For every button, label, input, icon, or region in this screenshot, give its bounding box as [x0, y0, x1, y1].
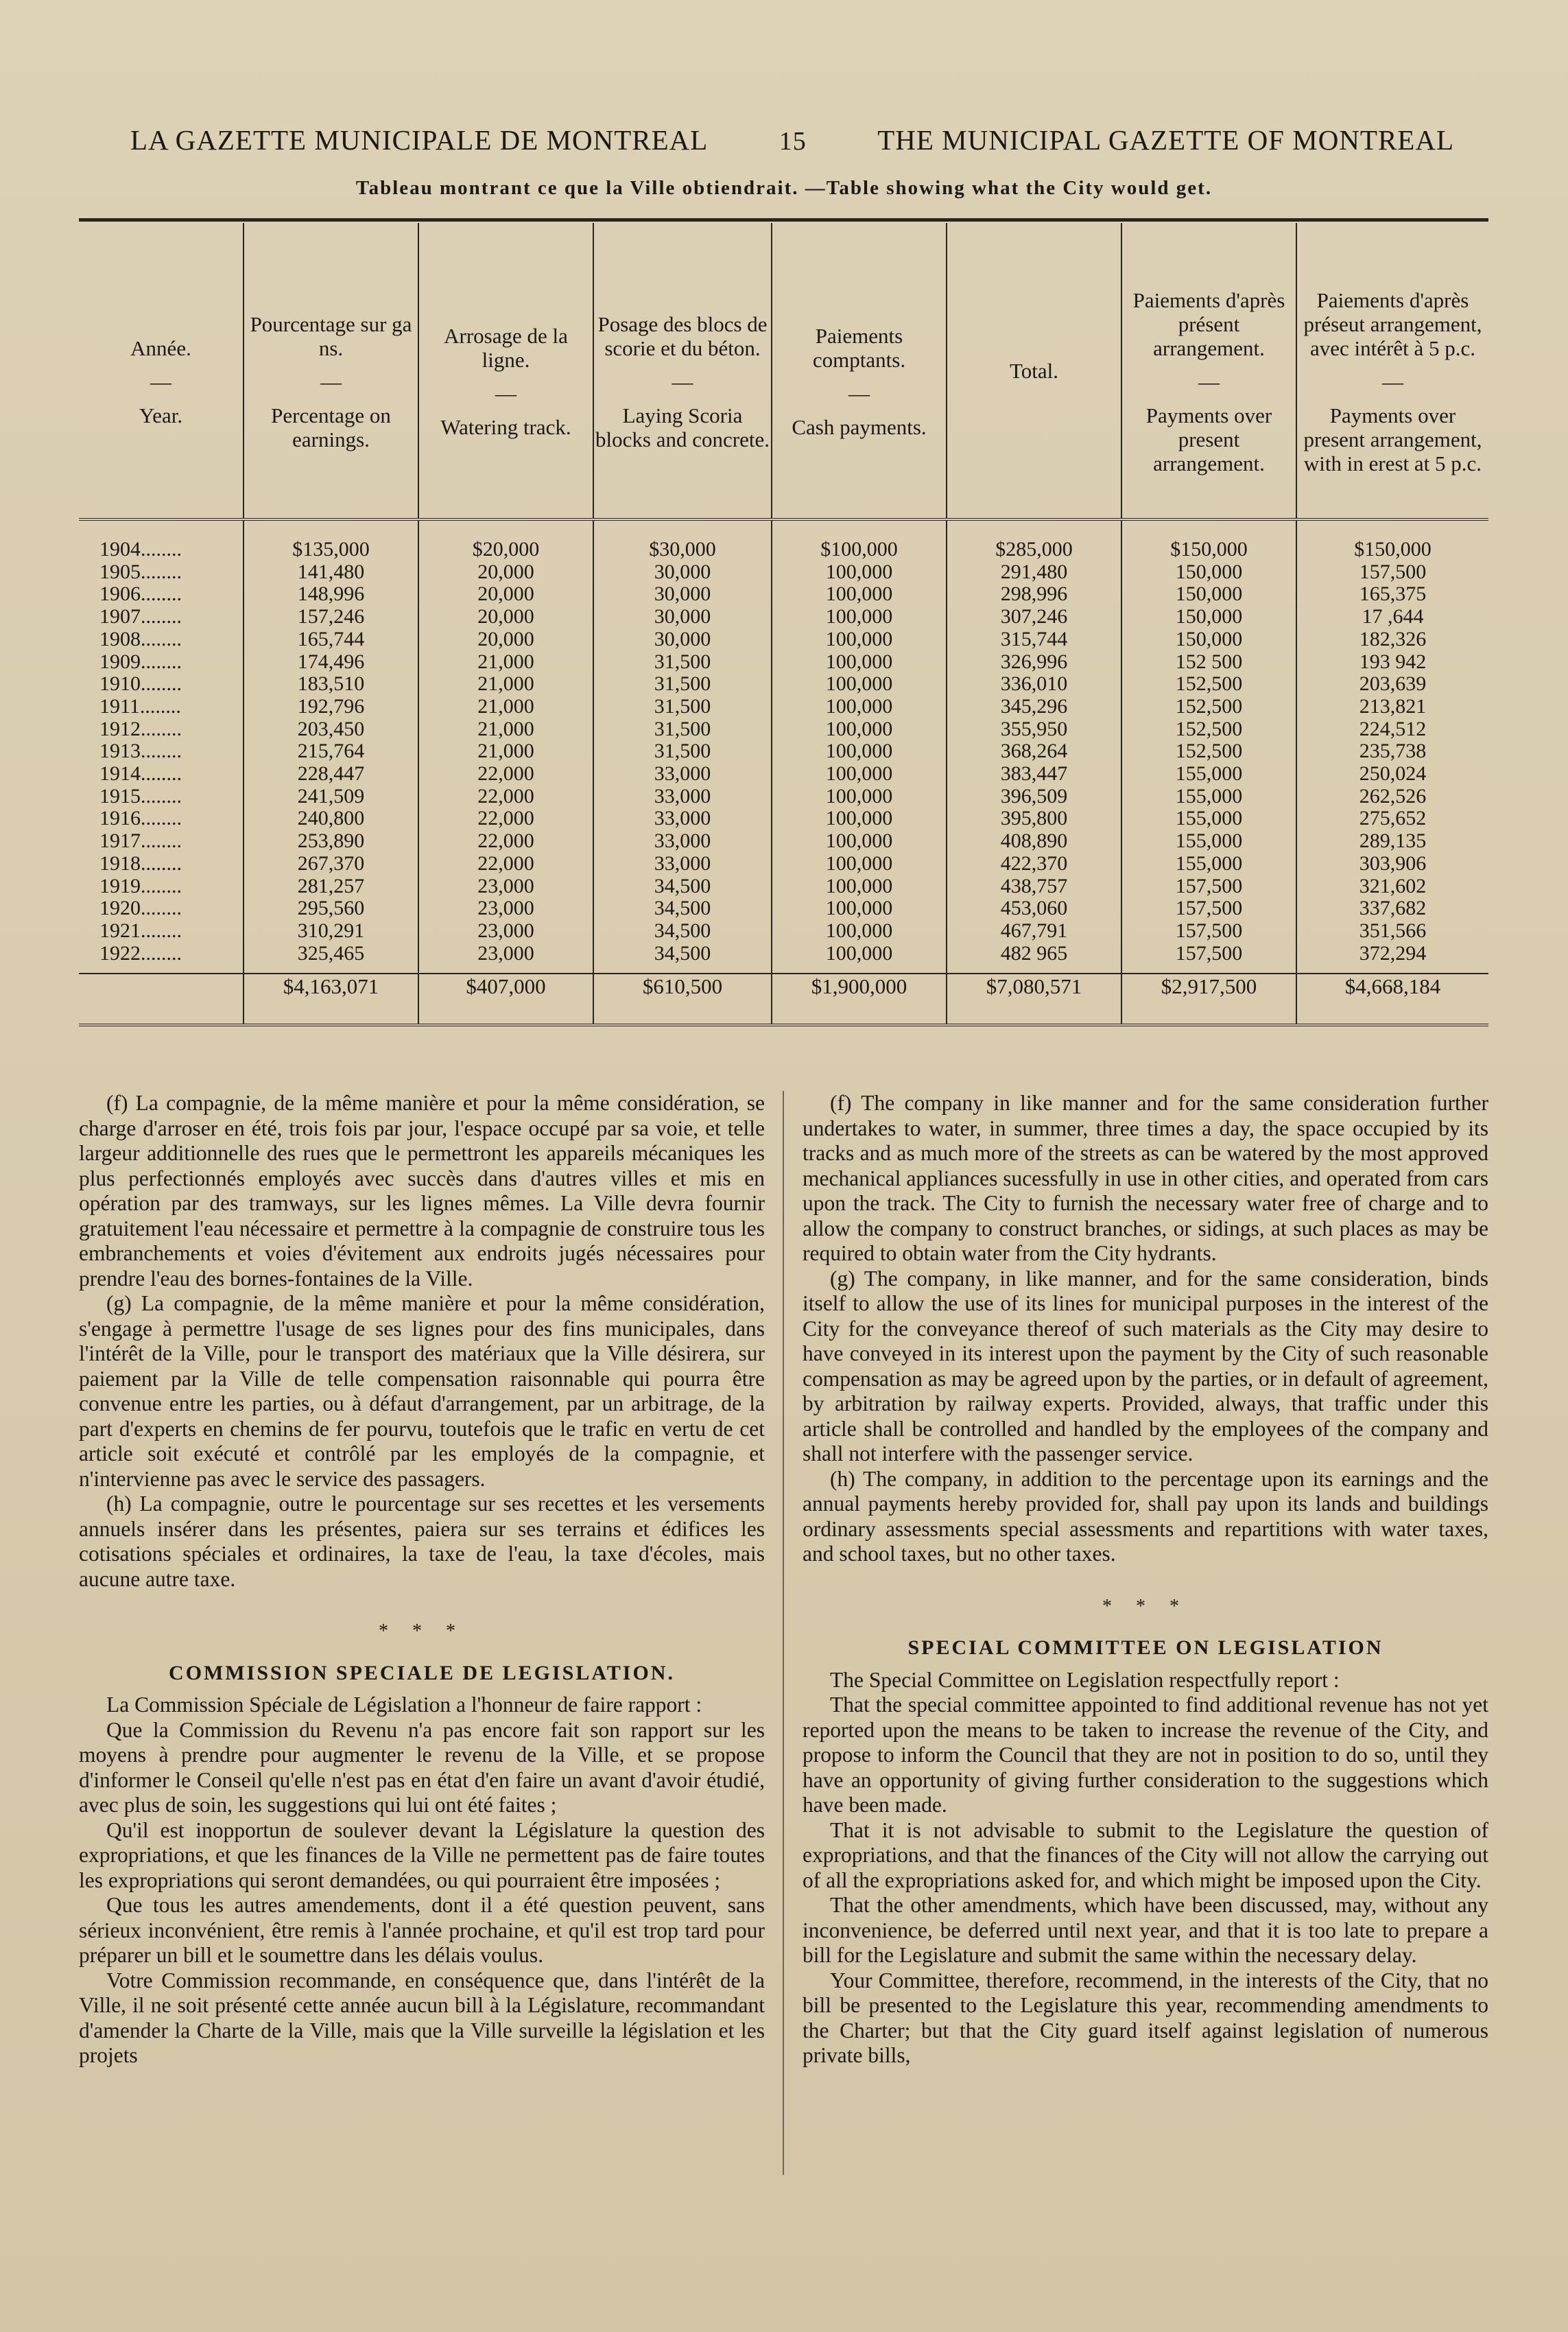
table-row [79, 763, 1488, 786]
amount-cell: 157,500 [1121, 943, 1296, 965]
year-cell: 1910........ [79, 673, 243, 696]
amount-cell: 31,500 [593, 740, 772, 763]
amount-cell: 310,291 [243, 920, 418, 943]
total-cell [79, 974, 243, 1025]
amount-cell: 183,510 [243, 673, 418, 696]
table-row [79, 808, 1488, 830]
header-english-title: THE MUNICIPAL GAZETTE OF MONTREAL [877, 124, 1454, 156]
amount-cell: 100,000 [772, 786, 947, 808]
amount-cell: 22,000 [418, 853, 593, 875]
amount-cell: 20,000 [418, 561, 593, 584]
amount-cell: 100,000 [772, 830, 947, 853]
english-paragraph-f: (f) The company in like manner and for the same consideration further undertakes to water, in summer, three times a day, the space occupied by its tracks and as much more of the streets as can be watered by the most approved mechanical appliances sucessfully in use in other cities, and operated from cars upon the track. The City to furnish the necessary water free of charge and to allow the company to construct branches, or sidings, at such places as may be required to obtain water from the City hydrants. [803, 1091, 1488, 1265]
table-row [79, 534, 1488, 561]
amount-cell: 100,000 [772, 875, 947, 898]
amount-cell: 203,639 [1359, 672, 1427, 696]
amount-cell: 372,294 [1359, 941, 1427, 965]
amount-cell: 267,370 [243, 853, 418, 875]
year-cell: 1922........ [79, 943, 243, 965]
table-header-row [79, 223, 1488, 519]
table-row [79, 740, 1488, 763]
year-cell: 1916........ [79, 808, 243, 830]
amount-cell: 100,000 [772, 897, 947, 920]
amount-cell: 148,996 [243, 583, 418, 606]
amount-cell: 100,000 [772, 561, 947, 584]
year-cell: 1914........ [79, 763, 243, 786]
table-row [79, 651, 1488, 674]
amount-cell: 30,000 [593, 583, 772, 606]
table-row [79, 673, 1488, 696]
amount-cell: 396,509 [947, 786, 1121, 808]
amount-cell: 262,526 [1359, 784, 1427, 808]
amount-cell: 141,480 [243, 561, 418, 584]
amount-cell: 21,000 [418, 673, 593, 696]
amount-cell: 337,682 [1359, 897, 1427, 920]
amount-cell: 152,500 [1121, 718, 1296, 741]
french-paragraph: Que tous les autres amendements, dont il a été question peuvent, sans sérieux inconvénient, être remis à l'année prochaine, et qu'il est trop tard pour préparer un bill et le soumettre dans les délais voulus. [79, 1893, 765, 1967]
english-column [803, 1091, 1488, 2069]
amount-cell: 152,500 [1121, 673, 1296, 696]
year-cell: 1920........ [79, 897, 243, 920]
table-row [79, 897, 1488, 920]
header-watering: Arrosage de la ligne. — Watering track. [418, 223, 593, 519]
amount-cell: 100,000 [772, 606, 947, 628]
table-spacer [79, 965, 1488, 974]
amount-cell: 20,000 [418, 583, 593, 606]
table-row [79, 786, 1488, 808]
table-body [79, 534, 1488, 974]
amount-cell: 213,821 [1359, 694, 1427, 718]
amount-cell: 152,500 [1121, 740, 1296, 763]
amount-cell: 30,000 [593, 606, 772, 628]
table-row [79, 718, 1488, 741]
amount-cell: 23,000 [418, 875, 593, 898]
english-paragraph: That the special committee appointed to find additional revenue has not yet reported upon the means to be taken to increase the revenue of the City, and propose to inform the Council that they are not in position to do so, until they have an opportunity of giving further consideration to the suggestions which have been made. [803, 1693, 1488, 1817]
table-row [79, 830, 1488, 853]
amount-cell: 336,010 [947, 673, 1121, 696]
amount-cell: $150,000 [1354, 538, 1432, 561]
header-with-interest: Paiements d'après préseut arrangement, avec intérêt à 5 p.c. — Payments over present arrangement, with in erest at 5 p.c. [1303, 287, 1482, 475]
english-section-title: SPECIAL COMMITTEE ON LEGISLATION [907, 1636, 1383, 1659]
french-paragraph: Votre Commission recommande, en conséquence que, dans l'intérêt de la Ville, il ne soit présenté cette année aucun bill à la Législature, recommandant d'amender la Charte de la Ville, mais que la Ville surveille la législation et les projets [79, 1968, 765, 2067]
page-header [130, 123, 1454, 156]
amount-cell: 100,000 [772, 583, 947, 606]
amount-cell: 100,000 [772, 853, 947, 875]
amount-cell: 307,246 [947, 606, 1121, 628]
english-paragraph: That the other amendments, which have been discussed, may, without any inconvenience, be deferred until next year, and that it is too late to prepare a bill for the Legislature and submit the same within the necessary delay. [803, 1893, 1488, 1967]
french-paragraph: La Commission Spéciale de Législation a l'honneur de faire rapport : [106, 1693, 702, 1717]
header-french-title: LA GAZETTE MUNICIPALE DE MONTREAL [130, 124, 709, 156]
amount-cell: 351,566 [1359, 919, 1427, 942]
amount-cell: 100,000 [772, 920, 947, 943]
amount-cell: 395,800 [947, 808, 1121, 830]
year-cell: 1921........ [79, 920, 243, 943]
header-total: Total. [947, 223, 1121, 519]
table-row [79, 875, 1488, 898]
amount-cell: 165,375 [1359, 582, 1427, 606]
header-percentage: Pourcentage sur ga ns. — Percentage on earnings. [243, 223, 418, 519]
table-totals-row [79, 974, 1488, 1025]
amount-cell: $150,000 [1121, 534, 1296, 561]
amount-cell: 22,000 [418, 763, 593, 786]
table-row [79, 943, 1488, 965]
header-year: Année. — Year. [79, 223, 243, 519]
amount-cell: 482 965 [947, 943, 1121, 965]
amount-cell: $285,000 [947, 534, 1121, 561]
amount-cell: 33,000 [593, 830, 772, 853]
header-present-arrangement: Paiements d'après présent arrangement. — Payments over present arrangement. [1121, 223, 1296, 519]
amount-cell: $100,000 [772, 534, 947, 561]
table-row [79, 853, 1488, 875]
year-cell: 1904........ [79, 534, 243, 561]
amount-cell: 150,000 [1121, 561, 1296, 584]
amount-cell: 155,000 [1121, 853, 1296, 875]
amount-cell: 30,000 [593, 628, 772, 651]
amount-cell: 31,500 [593, 718, 772, 741]
amount-cell: 235,738 [1359, 740, 1427, 763]
amount-cell: 315,744 [947, 628, 1121, 651]
amount-cell: 150,000 [1121, 628, 1296, 651]
amount-cell: 157,500 [1121, 897, 1296, 920]
table-row [79, 628, 1488, 651]
amount-cell: 275,652 [1359, 807, 1427, 830]
amount-cell: 17 ,644 [1362, 605, 1424, 628]
amount-cell: 100,000 [772, 628, 947, 651]
amount-cell: 453,060 [947, 897, 1121, 920]
amount-cell: 345,296 [947, 696, 1121, 718]
year-cell: 1919........ [79, 875, 243, 898]
amount-cell: 152,500 [1121, 696, 1296, 718]
section-stars: * * * [1102, 1595, 1189, 1617]
amount-cell: 291,480 [947, 561, 1121, 584]
amount-cell: 165,744 [243, 628, 418, 651]
amount-cell: 422,370 [947, 853, 1121, 875]
amount-cell: 155,000 [1121, 830, 1296, 853]
total-cell: $7,080,571 [947, 974, 1121, 1025]
page-number: 15 [779, 127, 807, 156]
french-column [79, 1091, 765, 2069]
section-stars: * * * [379, 1621, 465, 1642]
english-paragraph: The Special Committee on Legislation respectfully report : [830, 1667, 1340, 1692]
amount-cell: 100,000 [772, 673, 947, 696]
amount-cell: 100,000 [772, 808, 947, 830]
amount-cell: 23,000 [418, 943, 593, 965]
french-paragraph-g: (g) La compagnie, de la même manière et pour la même considération, s'engage à permettre l'usage de ses lignes pour des fins municipales, dans l'intérêt de la Ville, pour le transport des matériaux que la Ville désirera, sur paiement par la Ville de telle compensation raisonnable qui pourra être convenue entre les parties, ou à défaut d'arrangement, par un arbitrage, de la part d'experts en chemins de fer pourvu, toutefois que le trafic en vertu de cet article soit exécuté et contrôlé par les employés de la compagnie, et n'intervienne pas avec le service des passagers. [79, 1291, 765, 1491]
french-paragraph: Qu'il est inopportun de soulever devant la Législature la question des expropriations, et que les finances de la Ville ne permettent pas de faire toutes les expropriations qui seront demandées, ou qui pourraient être imposées ; [79, 1817, 765, 1892]
amount-cell: 355,950 [947, 718, 1121, 741]
amount-cell: 100,000 [772, 740, 947, 763]
amount-cell: 21,000 [418, 696, 593, 718]
total-cell: $407,000 [418, 974, 593, 1025]
amount-cell: 321,602 [1359, 874, 1427, 897]
amount-cell: 368,264 [947, 740, 1121, 763]
french-paragraph-f: (f) La compagnie, de la même manière et pour la même considération, se charge d'arroser en été, trois fois par jour, l'espace occupé par sa voie, et telle largeur additionnelle des rues que le permettront les appareils mécaniques les plus perfectionnés employés avec succès dans d'autres villes et mis en opération par des tramways, sur les lignes mêmes. La Ville devra fournir gratuitement l'eau nécessaire et permettre à la compagnie de construire tous les embranchements et voies d'évitement aux endroits jugés nécessaires pour prendre l'eau des bornes-fontaines de la Ville. [79, 1091, 765, 1291]
amount-cell: 253,890 [243, 830, 418, 853]
header-laying-blocks: Posage des blocs de scorie et du béton. — Laying Scoria blocks and concrete. [593, 223, 772, 519]
year-cell: 1905........ [79, 561, 243, 584]
amount-cell: 100,000 [772, 763, 947, 786]
english-paragraph-g: (g) The company, in like manner, and for the same consideration, binds itself to allow the use of its lines for municipal purposes in the interest of the City for the conveyance thereof of such materials as the City may desire to have conveyed in its interest upon the payment by the City of such reasonable compensation as may be agreed upon by the parties, or in default of agreement, by arbitration by railway experts. Provided, always, that traffic under this article shall be controlled and handled by the employees of the company and shall not interfere with the passenger service. [803, 1266, 1488, 1465]
amount-cell: $30,000 [593, 534, 772, 561]
amount-cell: 383,447 [947, 763, 1121, 786]
amount-cell: 20,000 [418, 606, 593, 628]
amount-cell: 182,326 [1359, 627, 1427, 650]
amount-cell: 33,000 [593, 853, 772, 875]
amount-cell: 408,890 [947, 830, 1121, 853]
french-paragraph: Que la Commission du Revenu n'a pas encore fait son rapport sur les moyens à prendre pour augmenter le revenu de la Ville, et se propose d'informer le Conseil qu'elle n'est pas en état d'en faire un avant d'avoir étudié, avec plus de soin, les suggestions qui lui ont été faites ; [79, 1717, 765, 1817]
amount-cell: 157,246 [243, 606, 418, 628]
amount-cell: $135,000 [243, 534, 418, 561]
amount-cell: 150,000 [1121, 606, 1296, 628]
year-cell: 1912........ [79, 718, 243, 741]
year-cell: 1907........ [79, 606, 243, 628]
french-section-title: COMMISSION SPECIALE DE LEGISLATION. [169, 1661, 675, 1684]
amount-cell: 155,000 [1121, 786, 1296, 808]
amount-cell: 281,257 [243, 875, 418, 898]
amount-cell: 250,024 [1359, 762, 1427, 786]
amount-cell: 100,000 [772, 696, 947, 718]
amount-cell: 33,000 [593, 763, 772, 786]
amount-cell: 34,500 [593, 943, 772, 965]
amount-cell: 193 942 [1359, 650, 1427, 673]
total-cell: $4,668,184 [1296, 974, 1488, 1025]
header-separator [79, 519, 1488, 534]
amount-cell: 22,000 [418, 830, 593, 853]
amount-cell: 326,996 [947, 651, 1121, 674]
column-divider [783, 1091, 784, 2175]
payments-table [79, 223, 1488, 1026]
table-title: Tableau montrant ce que la Ville obtiendrait. —Table showing what the City would get. [355, 177, 1213, 199]
year-cell: 1908........ [79, 628, 243, 651]
english-paragraph: That it is not advisable to submit to the Legislature the question of expropriations, and that the finances of the City will not allow the carrying out of all the expropriations asked for, and which might be imposed upon the City. [803, 1817, 1488, 1892]
amount-cell: 100,000 [772, 718, 947, 741]
amount-cell: 22,000 [418, 786, 593, 808]
table-top-rule [79, 218, 1488, 222]
amount-cell: 203,450 [243, 718, 418, 741]
amount-cell: 155,000 [1121, 763, 1296, 786]
table-row [79, 561, 1488, 584]
amount-cell: 34,500 [593, 920, 772, 943]
total-cell: $610,500 [593, 974, 772, 1025]
amount-cell: 241,509 [243, 786, 418, 808]
total-cell: $1,900,000 [772, 974, 947, 1025]
french-paragraph-h: (h) La compagnie, outre le pourcentage sur ses recettes et les versements annuels insérer dans les présentes, paiera sur ses terrains et édifices les cotisations spéciales et ordinaires, la taxe de l'eau, la taxe d'écoles, mais aucune autre taxe. [79, 1492, 765, 1591]
amount-cell: 21,000 [418, 718, 593, 741]
table-row [79, 583, 1488, 606]
table-row [79, 920, 1488, 943]
amount-cell: 303,906 [1359, 851, 1427, 875]
amount-cell: 31,500 [593, 651, 772, 674]
amount-cell: 100,000 [772, 651, 947, 674]
year-cell: 1913........ [79, 740, 243, 763]
amount-cell: 21,000 [418, 740, 593, 763]
amount-cell: 157,500 [1121, 875, 1296, 898]
amount-cell: 295,560 [243, 897, 418, 920]
amount-cell: 298,996 [947, 583, 1121, 606]
year-cell: 1918........ [79, 853, 243, 875]
amount-cell: 192,796 [243, 696, 418, 718]
amount-cell: 228,447 [243, 763, 418, 786]
amount-cell: 467,791 [947, 920, 1121, 943]
amount-cell: 23,000 [418, 920, 593, 943]
amount-cell: 215,764 [243, 740, 418, 763]
amount-cell: 22,000 [418, 808, 593, 830]
year-cell: 1911........ [79, 696, 243, 718]
amount-cell: 155,000 [1121, 808, 1296, 830]
amount-cell: $20,000 [418, 534, 593, 561]
amount-cell: 31,500 [593, 673, 772, 696]
amount-cell: 21,000 [418, 651, 593, 674]
table-row [79, 696, 1488, 718]
total-cell: $2,917,500 [1121, 974, 1296, 1025]
amount-cell: 157,500 [1359, 560, 1427, 583]
amount-cell: 33,000 [593, 808, 772, 830]
english-paragraph: Your Committee, therefore, recommend, in the interests of the City, that no bill be presented to the Legislature this year, recommending amendments to the Charter; but that the City guard itself against legislation of numerous private bills, [803, 1968, 1488, 2067]
amount-cell: 20,000 [418, 628, 593, 651]
amount-cell: 33,000 [593, 786, 772, 808]
amount-cell: 224,512 [1359, 717, 1427, 740]
amount-cell: 289,135 [1359, 829, 1427, 853]
amount-cell: 174,496 [243, 651, 418, 674]
amount-cell: 100,000 [772, 943, 947, 965]
amount-cell: 34,500 [593, 897, 772, 920]
amount-cell: 31,500 [593, 696, 772, 718]
amount-cell: 438,757 [947, 875, 1121, 898]
amount-cell: 240,800 [243, 808, 418, 830]
header-cash-payments: Paiements comptants. — Cash payments. [772, 223, 947, 519]
amount-cell: 325,465 [243, 943, 418, 965]
year-cell: 1909........ [79, 651, 243, 674]
table-row [79, 606, 1488, 628]
english-paragraph-h: (h) The company, in addition to the percentage upon its earnings and the annual payments hereby provided for, shall pay upon its lands and buildings ordinary assessments special assessments and repartitions with water taxes, and school taxes, but no other taxes. [803, 1466, 1488, 1566]
year-cell: 1917........ [79, 830, 243, 853]
amount-cell: 34,500 [593, 875, 772, 898]
amount-cell: 23,000 [418, 897, 593, 920]
year-cell: 1906........ [79, 583, 243, 606]
amount-cell: 152 500 [1121, 651, 1296, 674]
amount-cell: 150,000 [1121, 583, 1296, 606]
total-cell: $4,163,071 [243, 974, 418, 1025]
amount-cell: 157,500 [1121, 920, 1296, 943]
amount-cell: 30,000 [593, 561, 772, 584]
year-cell: 1915........ [79, 786, 243, 808]
